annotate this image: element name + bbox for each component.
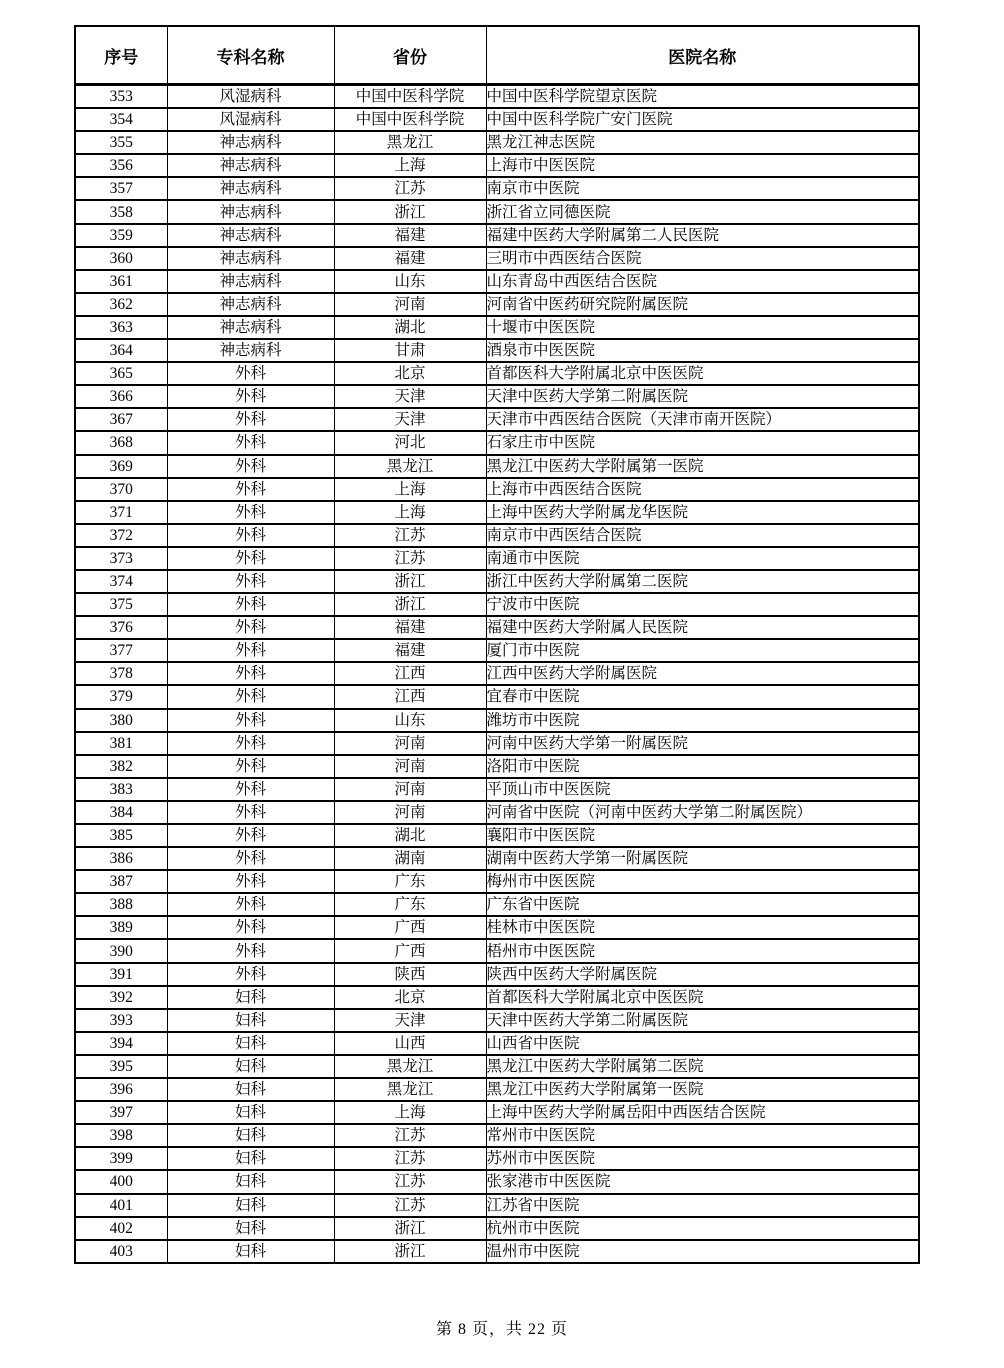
table-row <box>75 385 919 408</box>
cell-province: 上海 <box>334 501 486 524</box>
cell-hospital: 南通市中医院 <box>486 547 919 570</box>
cell-hospital: 南京市中西医结合医院 <box>486 524 919 547</box>
table-row <box>75 709 919 732</box>
cell-specialty: 外科 <box>167 824 334 847</box>
cell-hospital: 上海市中西医结合医院 <box>486 478 919 501</box>
cell-specialty: 妇科 <box>167 1194 334 1217</box>
cell-index: 360 <box>75 247 167 270</box>
col-header-hospital: 医院名称 <box>486 26 919 85</box>
cell-hospital: 湖南中医药大学第一附属医院 <box>486 847 919 870</box>
cell-index: 379 <box>75 685 167 708</box>
cell-index: 378 <box>75 662 167 685</box>
cell-hospital: 宜春市中医院 <box>486 685 919 708</box>
cell-province: 江苏 <box>334 547 486 570</box>
table-row <box>75 1009 919 1032</box>
table-row <box>75 131 919 154</box>
cell-specialty: 神志病科 <box>167 270 334 293</box>
cell-hospital: 陕西中医药大学附属医院 <box>486 963 919 986</box>
cell-province: 甘肃 <box>334 339 486 362</box>
table-row <box>75 639 919 662</box>
cell-province: 浙江 <box>334 570 486 593</box>
cell-hospital: 福建中医药大学附属第二人民医院 <box>486 224 919 247</box>
cell-province: 河南 <box>334 755 486 778</box>
cell-province: 广东 <box>334 893 486 916</box>
cell-index: 388 <box>75 893 167 916</box>
cell-hospital: 黑龙江中医药大学附属第一医院 <box>486 1078 919 1101</box>
cell-specialty: 外科 <box>167 478 334 501</box>
cell-province: 广东 <box>334 870 486 893</box>
cell-specialty: 外科 <box>167 593 334 616</box>
cell-hospital: 潍坊市中医院 <box>486 709 919 732</box>
table-row <box>75 1240 919 1263</box>
cell-index: 358 <box>75 200 167 223</box>
cell-index: 361 <box>75 270 167 293</box>
cell-hospital: 南京市中医院 <box>486 177 919 200</box>
cell-province: 天津 <box>334 1009 486 1032</box>
table-row <box>75 1078 919 1101</box>
cell-province: 河南 <box>334 732 486 755</box>
cell-province: 湖北 <box>334 316 486 339</box>
table-row <box>75 1170 919 1193</box>
table-row <box>75 501 919 524</box>
cell-province: 浙江 <box>334 1240 486 1263</box>
cell-specialty: 妇科 <box>167 1101 334 1124</box>
cell-hospital: 三明市中西医结合医院 <box>486 247 919 270</box>
cell-specialty: 外科 <box>167 755 334 778</box>
cell-index: 357 <box>75 177 167 200</box>
table-row <box>75 455 919 478</box>
cell-index: 373 <box>75 547 167 570</box>
cell-province: 江西 <box>334 685 486 708</box>
cell-specialty: 外科 <box>167 709 334 732</box>
cell-specialty: 神志病科 <box>167 224 334 247</box>
cell-hospital: 首都医科大学附属北京中医医院 <box>486 986 919 1009</box>
cell-province: 黑龙江 <box>334 131 486 154</box>
table-row <box>75 662 919 685</box>
cell-index: 372 <box>75 524 167 547</box>
cell-hospital: 福建中医药大学附属人民医院 <box>486 616 919 639</box>
cell-index: 391 <box>75 963 167 986</box>
cell-hospital: 天津中医药大学第二附属医院 <box>486 385 919 408</box>
cell-specialty: 外科 <box>167 616 334 639</box>
cell-province: 河北 <box>334 431 486 454</box>
cell-hospital: 天津市中西医结合医院（天津市南开医院） <box>486 408 919 431</box>
cell-index: 369 <box>75 455 167 478</box>
table-row <box>75 824 919 847</box>
cell-hospital: 厦门市中医院 <box>486 639 919 662</box>
cell-index: 381 <box>75 732 167 755</box>
cell-specialty: 神志病科 <box>167 200 334 223</box>
cell-index: 377 <box>75 639 167 662</box>
table-header-row <box>75 26 919 85</box>
cell-hospital: 河南中医药大学第一附属医院 <box>486 732 919 755</box>
table-row <box>75 593 919 616</box>
cell-hospital: 酒泉市中医医院 <box>486 339 919 362</box>
table-row <box>75 362 919 385</box>
cell-index: 398 <box>75 1124 167 1147</box>
cell-province: 江苏 <box>334 1170 486 1193</box>
cell-province: 上海 <box>334 478 486 501</box>
cell-hospital: 天津中医药大学第二附属医院 <box>486 1009 919 1032</box>
cell-index: 395 <box>75 1055 167 1078</box>
cell-specialty: 外科 <box>167 870 334 893</box>
table-row <box>75 916 919 939</box>
cell-province: 上海 <box>334 1101 486 1124</box>
cell-province: 黑龙江 <box>334 455 486 478</box>
cell-specialty: 神志病科 <box>167 247 334 270</box>
cell-province: 陕西 <box>334 963 486 986</box>
cell-specialty: 外科 <box>167 939 334 962</box>
cell-specialty: 妇科 <box>167 1055 334 1078</box>
cell-specialty: 妇科 <box>167 1170 334 1193</box>
cell-specialty: 外科 <box>167 431 334 454</box>
cell-index: 396 <box>75 1078 167 1101</box>
table-row <box>75 293 919 316</box>
cell-index: 364 <box>75 339 167 362</box>
cell-hospital: 温州市中医院 <box>486 1240 919 1263</box>
cell-province: 天津 <box>334 385 486 408</box>
table-row <box>75 1101 919 1124</box>
cell-hospital: 浙江省立同德医院 <box>486 200 919 223</box>
cell-index: 403 <box>75 1240 167 1263</box>
cell-specialty: 神志病科 <box>167 154 334 177</box>
cell-specialty: 外科 <box>167 916 334 939</box>
cell-specialty: 妇科 <box>167 986 334 1009</box>
cell-hospital: 中国中医科学院广安门医院 <box>486 108 919 131</box>
cell-index: 397 <box>75 1101 167 1124</box>
cell-index: 362 <box>75 293 167 316</box>
cell-index: 399 <box>75 1147 167 1170</box>
cell-province: 浙江 <box>334 1217 486 1240</box>
cell-hospital: 桂林市中医医院 <box>486 916 919 939</box>
table-row <box>75 870 919 893</box>
cell-hospital: 黑龙江中医药大学附属第二医院 <box>486 1055 919 1078</box>
cell-hospital: 宁波市中医院 <box>486 593 919 616</box>
cell-hospital: 十堰市中医医院 <box>486 316 919 339</box>
cell-specialty: 外科 <box>167 524 334 547</box>
table-row <box>75 778 919 801</box>
cell-specialty: 外科 <box>167 801 334 824</box>
cell-specialty: 外科 <box>167 501 334 524</box>
table-row <box>75 1032 919 1055</box>
cell-province: 上海 <box>334 154 486 177</box>
cell-province: 福建 <box>334 639 486 662</box>
cell-specialty: 外科 <box>167 362 334 385</box>
table-row <box>75 247 919 270</box>
cell-index: 371 <box>75 501 167 524</box>
cell-hospital: 梅州市中医医院 <box>486 870 919 893</box>
cell-province: 黑龙江 <box>334 1078 486 1101</box>
cell-province: 山东 <box>334 709 486 732</box>
cell-specialty: 外科 <box>167 778 334 801</box>
cell-province: 广西 <box>334 916 486 939</box>
cell-hospital: 广东省中医院 <box>486 893 919 916</box>
cell-specialty: 外科 <box>167 570 334 593</box>
table-row <box>75 685 919 708</box>
table-row <box>75 478 919 501</box>
cell-province: 湖南 <box>334 847 486 870</box>
table-row <box>75 200 919 223</box>
cell-specialty: 外科 <box>167 547 334 570</box>
cell-index: 359 <box>75 224 167 247</box>
cell-hospital: 苏州市中医医院 <box>486 1147 919 1170</box>
table-row <box>75 570 919 593</box>
table-row <box>75 224 919 247</box>
cell-specialty: 外科 <box>167 847 334 870</box>
cell-specialty: 外科 <box>167 455 334 478</box>
cell-index: 356 <box>75 154 167 177</box>
cell-hospital: 江苏省中医院 <box>486 1194 919 1217</box>
cell-index: 376 <box>75 616 167 639</box>
page-indicator: 第 8 页，共 22 页 <box>435 1321 568 1338</box>
table-row <box>75 108 919 131</box>
table-row <box>75 939 919 962</box>
cell-index: 366 <box>75 385 167 408</box>
cell-index: 401 <box>75 1194 167 1217</box>
table-row <box>75 316 919 339</box>
cell-specialty: 妇科 <box>167 1240 334 1263</box>
cell-index: 374 <box>75 570 167 593</box>
col-header-index: 序号 <box>75 26 167 85</box>
cell-specialty: 妇科 <box>167 1147 334 1170</box>
table-row <box>75 1055 919 1078</box>
table-row <box>75 732 919 755</box>
cell-province: 黑龙江 <box>334 1055 486 1078</box>
cell-hospital: 常州市中医医院 <box>486 1124 919 1147</box>
cell-specialty: 神志病科 <box>167 293 334 316</box>
table-row <box>75 801 919 824</box>
cell-province: 江苏 <box>334 1147 486 1170</box>
cell-hospital: 河南省中医药研究院附属医院 <box>486 293 919 316</box>
cell-hospital: 山西省中医院 <box>486 1032 919 1055</box>
table-row <box>75 85 919 109</box>
hospital-table <box>74 25 920 1264</box>
cell-index: 370 <box>75 478 167 501</box>
cell-hospital: 上海中医药大学附属龙华医院 <box>486 501 919 524</box>
cell-specialty: 外科 <box>167 385 334 408</box>
cell-province: 湖北 <box>334 824 486 847</box>
cell-index: 354 <box>75 108 167 131</box>
cell-province: 江苏 <box>334 177 486 200</box>
cell-specialty: 妇科 <box>167 1078 334 1101</box>
table-row <box>75 408 919 431</box>
table-row <box>75 270 919 293</box>
cell-province: 中国中医科学院 <box>334 85 486 109</box>
cell-specialty: 风湿病科 <box>167 85 334 109</box>
table-row <box>75 847 919 870</box>
cell-province: 中国中医科学院 <box>334 108 486 131</box>
cell-index: 392 <box>75 986 167 1009</box>
cell-index: 386 <box>75 847 167 870</box>
table-row <box>75 1147 919 1170</box>
table-row <box>75 755 919 778</box>
cell-hospital: 杭州市中医院 <box>486 1217 919 1240</box>
col-header-specialty: 专科名称 <box>167 26 334 85</box>
table-row <box>75 1194 919 1217</box>
cell-index: 394 <box>75 1032 167 1055</box>
table-body <box>75 85 919 1263</box>
cell-specialty: 风湿病科 <box>167 108 334 131</box>
cell-specialty: 外科 <box>167 639 334 662</box>
cell-index: 382 <box>75 755 167 778</box>
cell-index: 375 <box>75 593 167 616</box>
cell-province: 北京 <box>334 986 486 1009</box>
cell-province: 山东 <box>334 270 486 293</box>
cell-hospital: 梧州市中医医院 <box>486 939 919 962</box>
cell-province: 江苏 <box>334 1194 486 1217</box>
cell-specialty: 外科 <box>167 893 334 916</box>
cell-province: 浙江 <box>334 200 486 223</box>
cell-specialty: 外科 <box>167 662 334 685</box>
cell-province: 广西 <box>334 939 486 962</box>
cell-hospital: 首都医科大学附属北京中医医院 <box>486 362 919 385</box>
cell-province: 浙江 <box>334 593 486 616</box>
cell-specialty: 外科 <box>167 732 334 755</box>
cell-index: 368 <box>75 431 167 454</box>
cell-index: 389 <box>75 916 167 939</box>
table-row <box>75 893 919 916</box>
cell-index: 393 <box>75 1009 167 1032</box>
cell-index: 400 <box>75 1170 167 1193</box>
cell-hospital: 平顶山市中医医院 <box>486 778 919 801</box>
table-row <box>75 524 919 547</box>
cell-province: 河南 <box>334 778 486 801</box>
cell-index: 363 <box>75 316 167 339</box>
cell-index: 367 <box>75 408 167 431</box>
cell-hospital: 浙江中医药大学附属第二医院 <box>486 570 919 593</box>
cell-index: 380 <box>75 709 167 732</box>
cell-index: 353 <box>75 85 167 109</box>
table-row <box>75 616 919 639</box>
cell-province: 福建 <box>334 616 486 639</box>
cell-specialty: 神志病科 <box>167 316 334 339</box>
cell-specialty: 妇科 <box>167 1032 334 1055</box>
cell-index: 390 <box>75 939 167 962</box>
cell-hospital: 中国中医科学院望京医院 <box>486 85 919 109</box>
cell-specialty: 神志病科 <box>167 339 334 362</box>
cell-index: 383 <box>75 778 167 801</box>
cell-province: 北京 <box>334 362 486 385</box>
page-footer <box>0 1316 1004 1339</box>
cell-specialty: 妇科 <box>167 1009 334 1032</box>
table-row <box>75 1124 919 1147</box>
cell-hospital: 上海中医药大学附属岳阳中西医结合医院 <box>486 1101 919 1124</box>
cell-specialty: 外科 <box>167 408 334 431</box>
cell-hospital: 上海市中医医院 <box>486 154 919 177</box>
cell-hospital: 黑龙江中医药大学附属第一医院 <box>486 455 919 478</box>
cell-specialty: 外科 <box>167 963 334 986</box>
table-row <box>75 547 919 570</box>
cell-province: 江苏 <box>334 1124 486 1147</box>
cell-province: 福建 <box>334 247 486 270</box>
table-row <box>75 1217 919 1240</box>
cell-index: 384 <box>75 801 167 824</box>
cell-specialty: 妇科 <box>167 1124 334 1147</box>
cell-province: 山西 <box>334 1032 486 1055</box>
table-row <box>75 154 919 177</box>
cell-specialty: 神志病科 <box>167 177 334 200</box>
cell-index: 385 <box>75 824 167 847</box>
cell-specialty: 妇科 <box>167 1217 334 1240</box>
cell-hospital: 张家港市中医医院 <box>486 1170 919 1193</box>
cell-province: 河南 <box>334 293 486 316</box>
table-row <box>75 986 919 1009</box>
table-row <box>75 177 919 200</box>
cell-province: 江西 <box>334 662 486 685</box>
cell-hospital: 山东青岛中西医结合医院 <box>486 270 919 293</box>
cell-hospital: 河南省中医院（河南中医药大学第二附属医院） <box>486 801 919 824</box>
cell-province: 江苏 <box>334 524 486 547</box>
cell-province: 福建 <box>334 224 486 247</box>
cell-province: 天津 <box>334 408 486 431</box>
cell-province: 河南 <box>334 801 486 824</box>
cell-hospital: 襄阳市中医医院 <box>486 824 919 847</box>
cell-hospital: 石家庄市中医院 <box>486 431 919 454</box>
cell-specialty: 外科 <box>167 685 334 708</box>
cell-index: 355 <box>75 131 167 154</box>
cell-index: 402 <box>75 1217 167 1240</box>
col-header-province: 省份 <box>334 26 486 85</box>
cell-hospital: 洛阳市中医院 <box>486 755 919 778</box>
cell-index: 365 <box>75 362 167 385</box>
table-row <box>75 339 919 362</box>
cell-specialty: 神志病科 <box>167 131 334 154</box>
table-row <box>75 431 919 454</box>
cell-index: 387 <box>75 870 167 893</box>
table-row <box>75 963 919 986</box>
cell-hospital: 黑龙江神志医院 <box>486 131 919 154</box>
cell-hospital: 江西中医药大学附属医院 <box>486 662 919 685</box>
